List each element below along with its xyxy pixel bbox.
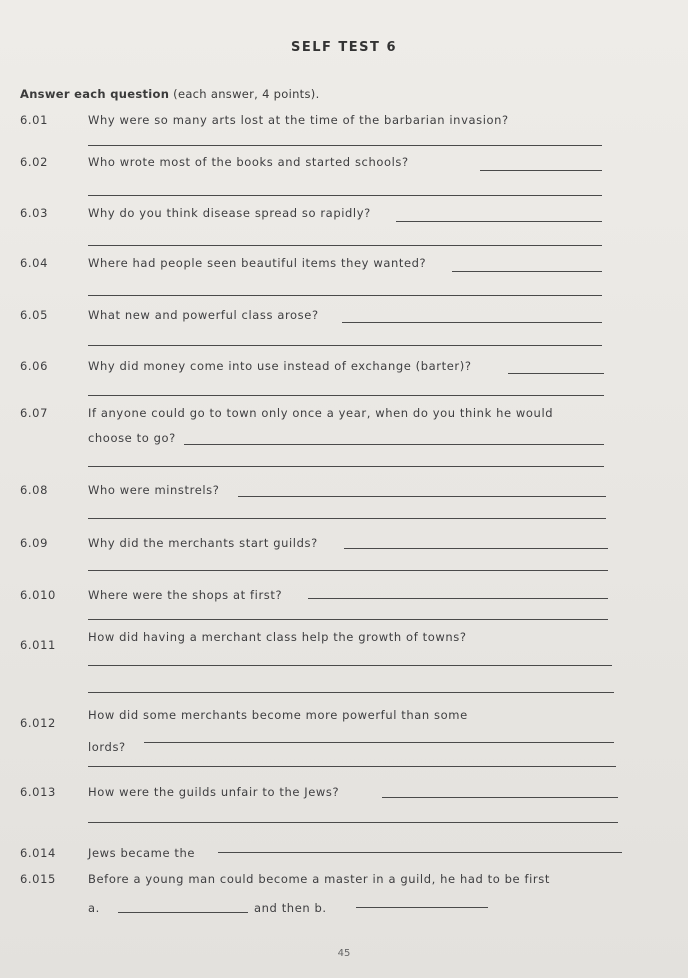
instructions (20, 87, 320, 101)
question-number: 6.06 (20, 359, 49, 373)
question-number: 6.02 (20, 155, 49, 169)
question-number: 6.05 (20, 308, 49, 322)
answer-line-6-012a[interactable] (144, 742, 614, 743)
question-number: 6.07 (20, 406, 49, 420)
answer-line-6-08a[interactable] (238, 496, 606, 497)
answer-line-6-010a[interactable] (308, 598, 608, 599)
question-text: Where were the shops at first? (88, 588, 283, 602)
page-title: SELF TEST 6 (291, 40, 397, 55)
answer-line-6-04b[interactable] (88, 295, 602, 296)
page-number: 45 (337, 948, 351, 959)
answer-line-6-06b[interactable] (88, 395, 604, 396)
question-text: Why did the merchants start guilds? (88, 536, 318, 550)
answer-line-6-07b[interactable] (88, 466, 604, 467)
answer-line-6-015a[interactable] (118, 912, 248, 913)
question-text: Before a young man could become a master in a guild, he had to be first (88, 872, 550, 886)
question-number: 6.010 (20, 588, 56, 602)
question-text: If anyone could go to town only once a year, when do you think he would (88, 406, 554, 420)
answer-line-6-03a[interactable] (396, 221, 602, 222)
answer-line-6-013a[interactable] (382, 797, 618, 798)
answer-line-6-08b[interactable] (88, 518, 606, 519)
question-number: 6.09 (20, 536, 49, 550)
answer-line-6-02a[interactable] (480, 170, 602, 171)
question-number: 6.03 (20, 206, 49, 220)
question-number: 6.012 (20, 716, 56, 730)
answer-line-6-014[interactable] (218, 852, 622, 853)
answer-line-6-09a[interactable] (344, 548, 608, 549)
answer-line-6-01[interactable] (88, 145, 602, 146)
question-number: 6.015 (20, 872, 56, 886)
question-number: 6.01 (20, 113, 49, 127)
instructions-rest: (each answer, 4 points). (173, 87, 320, 101)
question-text: Jews became the (88, 846, 196, 860)
question-number: 6.013 (20, 785, 56, 799)
question-text: Why do you think disease spread so rapidly? (88, 206, 371, 220)
question-text: Who were minstrels? (88, 483, 220, 497)
question-text: How did some merchants become more powerful than some (88, 708, 468, 722)
question-text: What new and powerful class arose? (88, 308, 319, 322)
answer-line-6-03b[interactable] (88, 245, 602, 246)
blank-a-label: a. (88, 901, 100, 915)
question-number: 6.014 (20, 846, 56, 860)
question-text: Why were so many arts lost at the time of the barbarian invasion? (88, 113, 509, 127)
answer-line-6-02b[interactable] (88, 195, 602, 196)
question-text: Why did money come into use instead of exchange (barter)? (88, 359, 472, 373)
instructions-bold: Answer each question (20, 87, 170, 101)
question-text-continued: choose to go? (88, 431, 176, 445)
question-text: How were the guilds unfair to the Jews? (88, 785, 340, 799)
answer-line-6-09b[interactable] (88, 570, 608, 571)
answer-line-6-05a[interactable] (342, 322, 602, 323)
answer-line-6-06a[interactable] (508, 373, 604, 374)
question-text: Who wrote most of the books and started schools? (88, 155, 409, 169)
answer-line-6-011b[interactable] (88, 692, 614, 693)
answer-line-6-04a[interactable] (452, 271, 602, 272)
question-text-continued: lords? (88, 740, 126, 754)
answer-line-6-010b[interactable] (88, 619, 608, 620)
answer-line-6-012b[interactable] (88, 766, 616, 767)
question-number: 6.011 (20, 638, 56, 652)
answer-line-6-013b[interactable] (88, 822, 618, 823)
answer-line-6-011a[interactable] (88, 665, 612, 666)
answer-line-6-05b[interactable] (88, 345, 602, 346)
answer-line-6-07a[interactable] (184, 444, 604, 445)
question-text: How did having a merchant class help the growth of towns? (88, 630, 467, 644)
question-number: 6.08 (20, 483, 49, 497)
blank-b-label: and then b. (254, 901, 327, 915)
answer-line-6-015b[interactable] (356, 907, 488, 908)
question-number: 6.04 (20, 256, 49, 270)
question-text: Where had people seen beautiful items they wanted? (88, 256, 427, 270)
